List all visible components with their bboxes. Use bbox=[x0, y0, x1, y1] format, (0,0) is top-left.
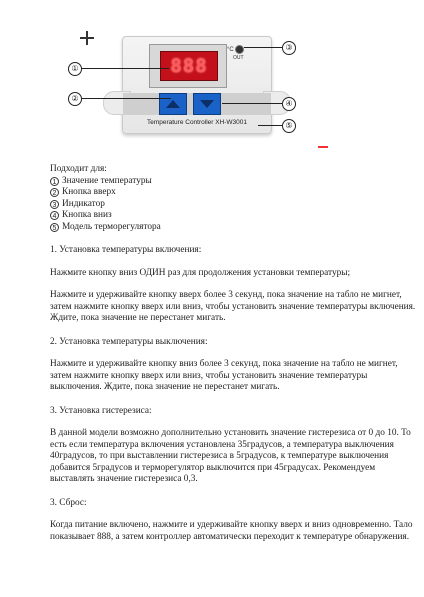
temperature-display: 888 bbox=[160, 51, 218, 81]
degree-label: °C bbox=[227, 47, 234, 53]
instructions bbox=[50, 164, 420, 543]
paragraph: Нажмите и удерживайте кнопку вверх более 3 секунд, пока значение на табло не мигнет, затем нажмите кнопку вверх или вниз, чтобы установить значение температуры включения. Ждите, пока значение не перестанет мигать. bbox=[50, 290, 416, 323]
model-label: Temperature Controller XH-W3001 bbox=[146, 119, 248, 126]
callout-1: ① bbox=[68, 62, 82, 76]
legend-number: 4 bbox=[50, 211, 59, 220]
paragraph: Нажмите и удерживайте кнопку вниз более 3 секунд, пока значение на табло не мигнет, затем нажмите кнопку вверх или вниз, чтобы установить значение температуры выключения. Ждите, пока значение не перестанет мигать. bbox=[50, 359, 398, 392]
callout-2: ② bbox=[68, 92, 82, 106]
paragraph: В данной модели возможно дополнительно установить значение гистерезиса от 0 до 10. То есть если температура включения установлена 35градусов, а температура выключения 40градусов, то при выставлении гистерезиса в 5градусов, к температуре выключения добавится 5градусов и терморегулятор выключится при 45градусах. Рекомендуем выставлять значение гистерезиса 0,3. bbox=[50, 428, 411, 484]
legend-number: 5 bbox=[50, 223, 59, 232]
paragraph: Нажмите кнопку вниз ОДИН раз для продолжения установки температуры; bbox=[50, 267, 351, 278]
legend-title: Подходит для: bbox=[50, 164, 107, 174]
section-heading: 3. Сброс: bbox=[50, 497, 87, 508]
legend-number: 1 bbox=[50, 177, 59, 186]
leader-3 bbox=[244, 47, 282, 48]
paragraph: Когда питание включено, нажмите и удерживайте кнопку вверх и вниз одновременно. Тало показывает 888, а затем контроллер автоматически переходит к температуре обнаружения. bbox=[50, 520, 413, 542]
callout-3: ③ bbox=[282, 41, 296, 55]
display-frame bbox=[149, 44, 227, 88]
legend-item bbox=[50, 199, 420, 211]
legend-item bbox=[50, 176, 420, 188]
legend-item bbox=[50, 187, 420, 199]
leader-5 bbox=[258, 125, 282, 126]
callout-5: ⑤ bbox=[282, 119, 296, 133]
temperature-controller-image bbox=[122, 36, 272, 134]
leader-1 bbox=[81, 68, 169, 69]
leader-2 bbox=[81, 98, 171, 99]
section-heading: 2. Установка температуры выключения: bbox=[50, 336, 208, 347]
leader-4 bbox=[222, 103, 282, 104]
section-heading: 3. Установка гистерезиса: bbox=[50, 405, 152, 416]
legend-list bbox=[50, 176, 420, 234]
legend-number: 2 bbox=[50, 188, 59, 197]
up-key bbox=[159, 93, 187, 115]
crosshair-icon bbox=[80, 31, 94, 45]
legend-label: Значение температуры bbox=[62, 175, 152, 186]
legend-label: Индикатор bbox=[62, 198, 105, 209]
legend-label: Кнопка вниз bbox=[62, 210, 112, 220]
down-key bbox=[193, 93, 221, 115]
legend-label: Кнопка вверх bbox=[62, 187, 116, 197]
product-figure bbox=[0, 0, 424, 160]
indicator-led bbox=[235, 45, 244, 54]
section-heading: 1. Установка температуры включения: bbox=[50, 245, 202, 255]
legend-item bbox=[50, 210, 420, 222]
arrow-up-icon bbox=[165, 99, 181, 109]
legend-number: 3 bbox=[50, 200, 59, 209]
arrow-down-icon bbox=[199, 99, 215, 109]
red-mark bbox=[318, 146, 328, 148]
legend-item bbox=[50, 222, 420, 234]
callout-4: ④ bbox=[282, 97, 296, 111]
out-label: OUT bbox=[233, 55, 244, 61]
legend-label: Модель терморегулятора bbox=[62, 221, 161, 232]
